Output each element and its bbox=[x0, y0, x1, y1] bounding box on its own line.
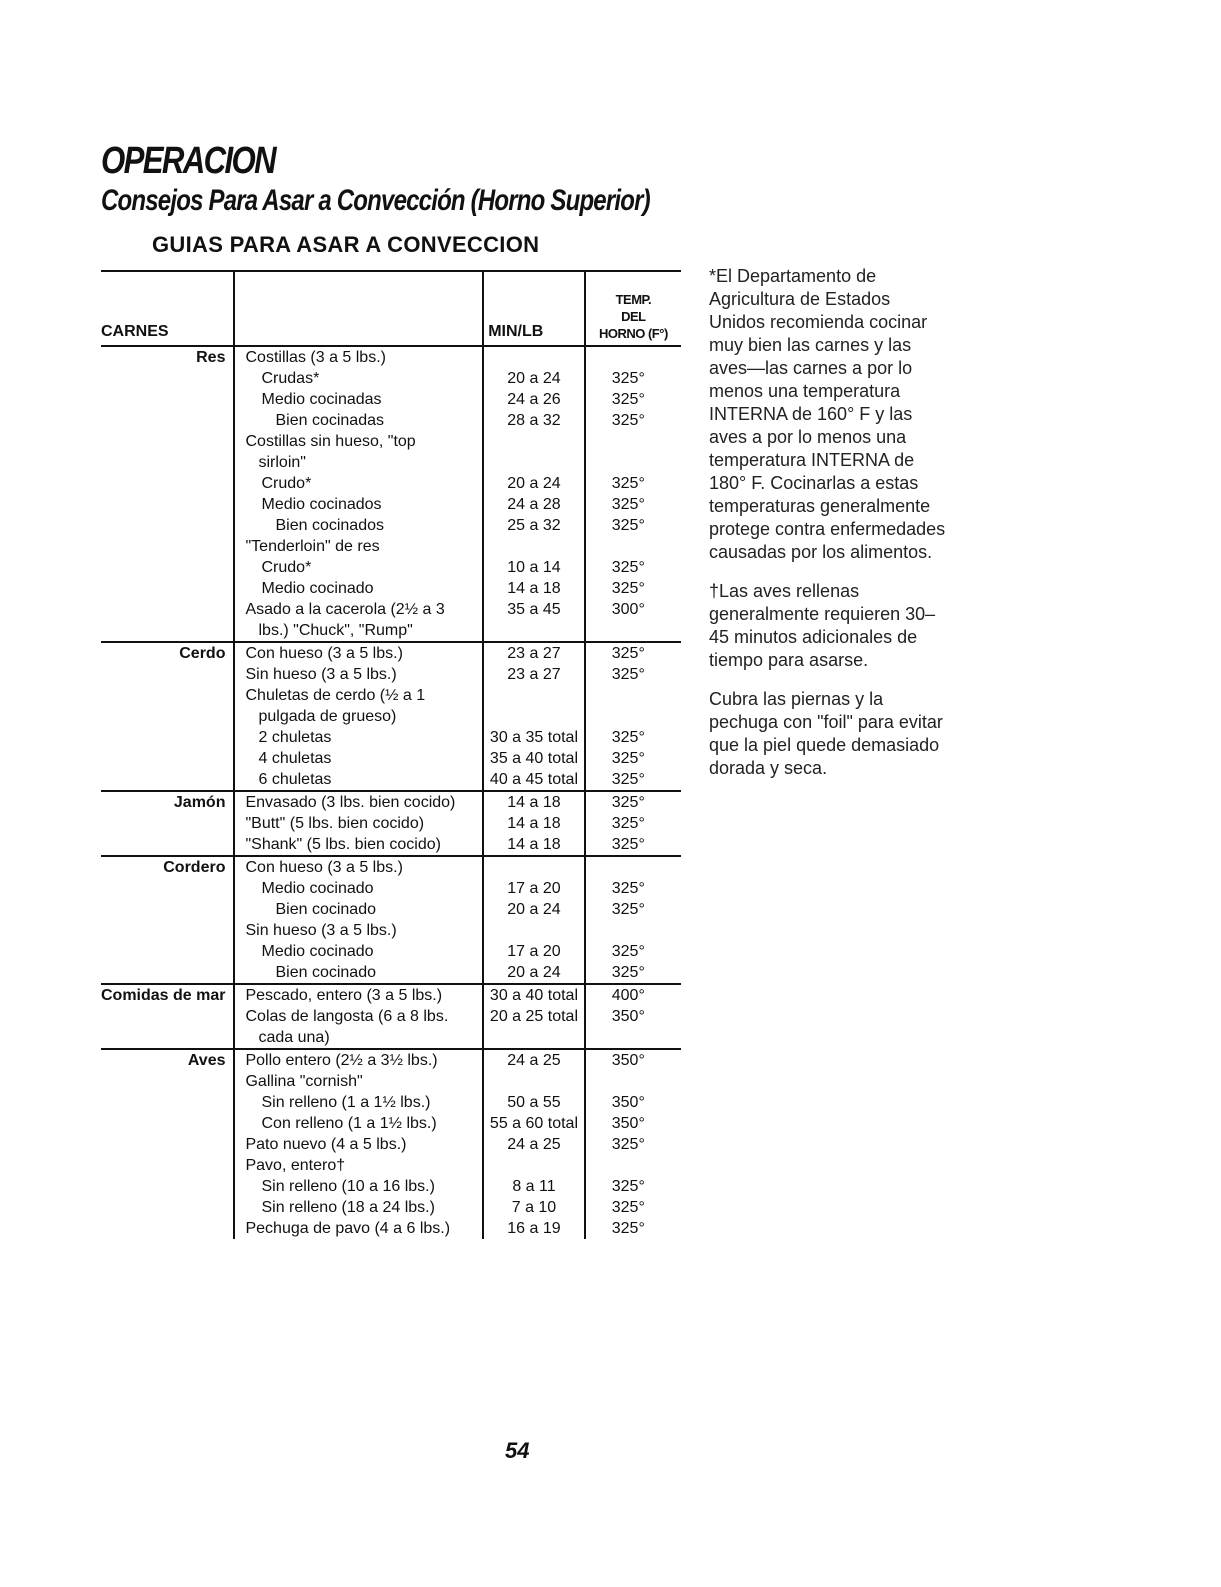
oven-temp bbox=[612, 347, 681, 368]
cut-item: Pavo, entero† bbox=[245, 1157, 346, 1174]
col-header-temp-line: DEL bbox=[621, 309, 646, 324]
cut-item: Bien cocinado bbox=[275, 964, 376, 981]
cut-item: lbs.) "Chuck", "Rump" bbox=[258, 622, 413, 639]
oven-temp: 325° bbox=[611, 815, 645, 832]
cut-item: 6 chuletas bbox=[258, 771, 332, 788]
cut-item-cell bbox=[234, 791, 483, 856]
oven-temp: 325° bbox=[611, 880, 645, 897]
min-per-lb-cell bbox=[483, 346, 585, 642]
cut-item: Sin relleno (18 a 24 lbs.) bbox=[261, 1199, 435, 1216]
oven-temp: 325° bbox=[611, 964, 645, 981]
min-per-lb: 20 a 24 bbox=[507, 475, 561, 492]
oven-temp bbox=[612, 685, 681, 706]
table-title: GUIAS PARA ASAR A CONVECCION bbox=[152, 232, 540, 257]
min-per-lb: 17 a 20 bbox=[507, 880, 561, 897]
oven-temp: 325° bbox=[611, 645, 645, 662]
oven-temp bbox=[612, 1027, 681, 1048]
min-per-lb: 28 a 32 bbox=[507, 412, 561, 429]
min-per-lb bbox=[484, 1155, 584, 1176]
cut-item: sirloin" bbox=[258, 454, 306, 471]
min-per-lb: 14 a 18 bbox=[507, 836, 561, 853]
min-per-lb: 7 a 10 bbox=[511, 1199, 557, 1216]
min-per-lb: 24 a 26 bbox=[507, 391, 561, 408]
oven-temp-cell bbox=[585, 1049, 681, 1239]
min-per-lb: 20 a 24 bbox=[507, 901, 561, 918]
oven-temp: 325° bbox=[611, 1178, 645, 1195]
oven-temp bbox=[612, 452, 681, 473]
oven-temp: 325° bbox=[611, 559, 645, 576]
cut-item: Medio cocinado bbox=[261, 580, 374, 597]
min-per-lb: 35 a 40 total bbox=[489, 750, 578, 767]
oven-temp: 325° bbox=[611, 1199, 645, 1216]
oven-temp-cell bbox=[585, 856, 681, 984]
cut-item: Pechuga de pavo (4 a 6 lbs.) bbox=[245, 1220, 451, 1237]
cut-item: Sin hueso (3 a 5 lbs.) bbox=[245, 666, 397, 683]
min-per-lb bbox=[484, 1071, 584, 1092]
cut-item: Pato nuevo (4 a 5 lbs.) bbox=[245, 1136, 407, 1153]
oven-temp: 300° bbox=[611, 601, 645, 618]
oven-temp: 325° bbox=[611, 901, 645, 918]
table-header-row bbox=[101, 271, 681, 346]
min-per-lb: 20 a 24 bbox=[507, 370, 561, 387]
min-per-lb: 35 a 45 bbox=[507, 601, 561, 618]
note-foil: Cubra las piernas y la pechuga con "foil" para evitar que la piel quede demasiado dorada y seca. bbox=[709, 689, 943, 778]
cut-item: Medio cocinado bbox=[261, 943, 374, 960]
min-per-lb: 24 a 28 bbox=[507, 496, 561, 513]
min-per-lb: 50 a 55 bbox=[507, 1094, 561, 1111]
cut-item: Colas de langosta (6 a 8 lbs. bbox=[245, 1008, 449, 1025]
convection-roasting-table bbox=[101, 270, 681, 1239]
oven-temp: 325° bbox=[611, 771, 645, 788]
cut-item: 4 chuletas bbox=[258, 750, 332, 767]
cut-item: Envasado (3 lbs. bien cocido) bbox=[245, 794, 456, 811]
page-subtitle: Consejos Para Asar a Convección (Horno Superior) bbox=[101, 184, 650, 217]
meat-category bbox=[101, 984, 234, 1049]
min-per-lb: 55 a 60 total bbox=[489, 1115, 578, 1132]
cut-item-cell bbox=[234, 346, 483, 642]
min-per-lb: 16 a 19 bbox=[507, 1220, 561, 1237]
oven-temp: 350° bbox=[611, 1115, 645, 1132]
min-per-lb: 8 a 11 bbox=[512, 1178, 556, 1195]
note-stuffed-poultry: †Las aves rellenas generalmente requieren 30–45 minutos adicionales de tiempo para asarse. bbox=[709, 581, 936, 670]
min-per-lb-cell bbox=[483, 791, 585, 856]
cut-item: Medio cocinado bbox=[261, 880, 374, 897]
min-per-lb-cell bbox=[483, 856, 585, 984]
cut-item: cada una) bbox=[258, 1029, 330, 1046]
min-per-lb-cell bbox=[483, 984, 585, 1049]
oven-temp: 325° bbox=[611, 794, 645, 811]
min-per-lb: 17 a 20 bbox=[507, 943, 561, 960]
oven-temp: 325° bbox=[611, 517, 645, 534]
cut-item: Bien cocinados bbox=[275, 517, 384, 534]
oven-temp: 325° bbox=[611, 580, 645, 597]
oven-temp: 325° bbox=[611, 729, 645, 746]
table-group-row bbox=[101, 856, 681, 984]
cut-item: Medio cocinados bbox=[261, 496, 382, 513]
oven-temp: 325° bbox=[611, 666, 645, 683]
cut-item: Chuletas de cerdo (½ a 1 bbox=[245, 687, 426, 704]
table-group-row bbox=[101, 791, 681, 856]
min-per-lb bbox=[484, 857, 584, 878]
min-per-lb bbox=[484, 706, 584, 727]
min-per-lb bbox=[484, 536, 584, 557]
cut-item: Medio cocinadas bbox=[261, 391, 382, 408]
cut-item: Con hueso (3 a 5 lbs.) bbox=[245, 645, 403, 662]
oven-temp bbox=[612, 706, 681, 727]
oven-temp: 400° bbox=[611, 987, 645, 1004]
min-per-lb: 14 a 18 bbox=[507, 580, 561, 597]
col-header-temp-line: TEMP. bbox=[615, 292, 652, 307]
cut-item: "Tenderloin" de res bbox=[245, 538, 380, 555]
oven-temp: 325° bbox=[611, 412, 645, 429]
oven-temp bbox=[612, 857, 681, 878]
table-group-row bbox=[101, 984, 681, 1049]
min-per-lb: 40 a 45 total bbox=[489, 771, 578, 788]
cut-item: Bien cocinado bbox=[275, 901, 376, 918]
page-number: 54 bbox=[505, 1438, 530, 1463]
cut-item-cell bbox=[234, 856, 483, 984]
oven-temp: 325° bbox=[611, 391, 645, 408]
min-per-lb bbox=[484, 920, 584, 941]
min-per-lb bbox=[484, 347, 584, 368]
min-per-lb: 25 a 32 bbox=[507, 517, 561, 534]
min-per-lb: 23 a 27 bbox=[507, 645, 561, 662]
cut-item: Crudas* bbox=[261, 370, 320, 387]
cut-item: Costillas sin hueso, "top bbox=[245, 433, 416, 450]
cut-item: "Shank" (5 lbs. bien cocido) bbox=[245, 836, 441, 853]
cut-item: Asado a la cacerola (2½ a 3 bbox=[245, 601, 445, 618]
cut-item: Sin hueso (3 a 5 lbs.) bbox=[245, 922, 397, 939]
oven-temp bbox=[612, 1155, 681, 1176]
cut-item-cell bbox=[234, 642, 483, 791]
side-notes bbox=[709, 265, 949, 796]
cut-item: Sin relleno (1 a 1½ lbs.) bbox=[261, 1094, 431, 1111]
min-per-lb bbox=[484, 452, 584, 473]
oven-temp: 325° bbox=[611, 370, 645, 387]
meat-category: Aves bbox=[187, 1052, 226, 1069]
col-header-temp bbox=[585, 271, 681, 346]
oven-temp: 325° bbox=[611, 943, 645, 960]
cut-item: Sin relleno (10 a 16 lbs.) bbox=[261, 1178, 435, 1195]
min-per-lb: 20 a 24 bbox=[507, 964, 561, 981]
col-header-temp-line: HORNO (F°) bbox=[598, 326, 668, 341]
table-group-row bbox=[101, 642, 681, 791]
col-header-meats: CARNES bbox=[101, 271, 234, 346]
cut-item: Crudo* bbox=[261, 559, 312, 576]
cut-item: Pollo entero (2½ a 3½ lbs.) bbox=[245, 1052, 438, 1069]
meat-category: Cordero bbox=[101, 856, 234, 984]
table-group-row bbox=[101, 346, 681, 642]
oven-temp bbox=[612, 620, 681, 641]
oven-temp: 350° bbox=[611, 1052, 645, 1069]
oven-temp: 325° bbox=[611, 1136, 645, 1153]
oven-temp bbox=[612, 536, 681, 557]
meat-category-line: Comidas de mar bbox=[101, 987, 226, 1004]
oven-temp: 325° bbox=[611, 496, 645, 513]
min-per-lb: 23 a 27 bbox=[507, 666, 561, 683]
note-usda: *El Departamento de Agricultura de Estados Unidos recomienda cocinar muy bien las carnes y las aves—las carnes a por lo menos una temperatura INTERNA de 160° F y las aves a por lo menos una temperatura INTERNA de 180° F. Cocinarlas a estas temperaturas generalmente protege contra enfermedades causadas por los alimentos. bbox=[709, 266, 946, 562]
min-per-lb: 14 a 18 bbox=[507, 815, 561, 832]
oven-temp-cell bbox=[585, 791, 681, 856]
oven-temp bbox=[612, 920, 681, 941]
min-per-lb: 20 a 25 total bbox=[489, 1008, 578, 1025]
cut-item: 2 chuletas bbox=[258, 729, 332, 746]
min-per-lb: 30 a 35 total bbox=[489, 729, 578, 746]
cut-item: Bien cocinadas bbox=[275, 412, 384, 429]
min-per-lb-cell bbox=[483, 642, 585, 791]
section-title: OPERACION bbox=[101, 140, 275, 182]
meat-category: Jamón bbox=[101, 791, 234, 856]
min-per-lb: 24 a 25 bbox=[507, 1136, 561, 1153]
cut-item-cell bbox=[234, 1049, 483, 1239]
min-per-lb bbox=[484, 431, 584, 452]
min-per-lb: 24 a 25 bbox=[507, 1052, 561, 1069]
cut-item: Con hueso (3 a 5 lbs.) bbox=[245, 859, 403, 876]
min-per-lb: 10 a 14 bbox=[507, 559, 561, 576]
oven-temp: 325° bbox=[611, 475, 645, 492]
min-per-lb bbox=[484, 685, 584, 706]
oven-temp-cell bbox=[585, 642, 681, 791]
oven-temp bbox=[612, 431, 681, 452]
col-header-minlb: MIN/LB bbox=[483, 271, 585, 346]
oven-temp bbox=[612, 1071, 681, 1092]
col-header-cut bbox=[234, 271, 483, 346]
cut-item-cell bbox=[234, 984, 483, 1049]
cut-item: "Butt" (5 lbs. bien cocido) bbox=[245, 815, 425, 832]
cut-item: Con relleno (1 a 1½ lbs.) bbox=[261, 1115, 437, 1132]
min-per-lb: 30 a 40 total bbox=[489, 987, 578, 1004]
oven-temp-cell bbox=[585, 984, 681, 1049]
meat-category: Cerdo bbox=[101, 642, 234, 791]
oven-temp: 325° bbox=[611, 836, 645, 853]
min-per-lb bbox=[484, 620, 584, 641]
cut-item: Crudo* bbox=[261, 475, 312, 492]
oven-temp-cell bbox=[585, 346, 681, 642]
oven-temp: 350° bbox=[611, 1008, 645, 1025]
cut-item: Costillas (3 a 5 lbs.) bbox=[245, 349, 386, 366]
oven-temp: 325° bbox=[611, 1220, 645, 1237]
min-per-lb-cell bbox=[483, 1049, 585, 1239]
min-per-lb bbox=[484, 1027, 584, 1048]
cut-item: pulgada de grueso) bbox=[258, 708, 397, 725]
meat-category: Res bbox=[101, 346, 234, 642]
oven-temp: 325° bbox=[611, 750, 645, 767]
cut-item: Gallina "cornish" bbox=[245, 1073, 363, 1090]
oven-temp: 350° bbox=[611, 1094, 645, 1111]
min-per-lb: 14 a 18 bbox=[507, 794, 561, 811]
cut-item: Pescado, entero (3 a 5 lbs.) bbox=[245, 987, 443, 1004]
table-group-row bbox=[101, 1049, 681, 1239]
